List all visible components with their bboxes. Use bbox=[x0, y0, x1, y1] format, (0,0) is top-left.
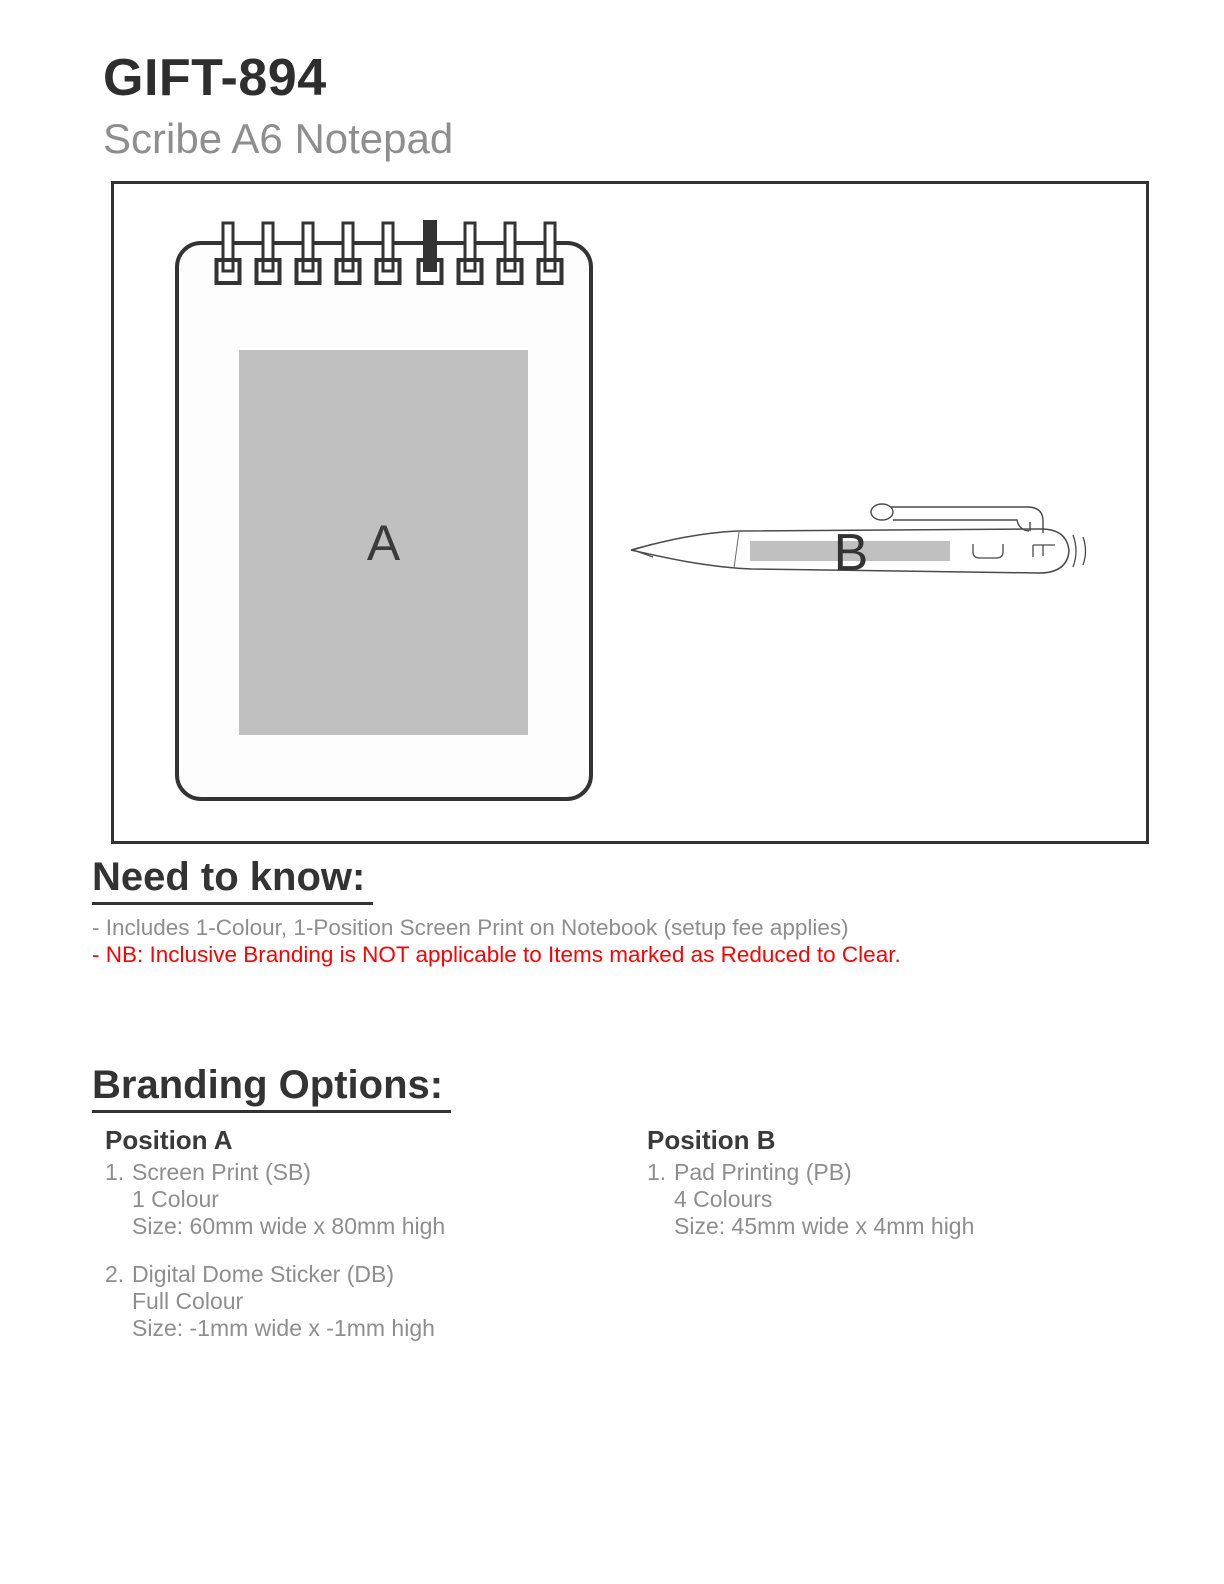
spiral-pin bbox=[257, 223, 280, 283]
method-name: Screen Print (SB) bbox=[132, 1159, 311, 1185]
need-to-know-section bbox=[92, 856, 901, 968]
spiral-pin bbox=[217, 223, 240, 283]
branding-columns bbox=[92, 1125, 1172, 1365]
spiral-pin bbox=[377, 223, 400, 283]
spiral-pin bbox=[297, 223, 320, 283]
method-body bbox=[132, 1159, 445, 1240]
need-to-know-notes bbox=[92, 914, 901, 968]
position-b-label: B bbox=[833, 524, 869, 582]
spiral-pin bbox=[459, 223, 482, 283]
pen-endcap-outer bbox=[1083, 537, 1086, 565]
need-to-know-heading: Need to know: bbox=[92, 856, 373, 905]
method-colour: Full Colour bbox=[132, 1288, 244, 1314]
method-colour: 4 Colours bbox=[674, 1186, 773, 1212]
product-image-panel bbox=[111, 181, 1149, 844]
method-size: Size: -1mm wide x -1mm high bbox=[132, 1315, 435, 1341]
branding-method bbox=[647, 1159, 1147, 1240]
spiral-pin bbox=[499, 223, 522, 283]
spiral-pin bbox=[539, 223, 562, 283]
method-name: Pad Printing (PB) bbox=[674, 1159, 852, 1185]
spiral-pin bbox=[337, 223, 360, 283]
position-a-title: Position A bbox=[105, 1125, 233, 1155]
position-a-label: A bbox=[366, 514, 401, 571]
pen-endcap-detail bbox=[1073, 535, 1076, 567]
branding-options-section bbox=[92, 1064, 1172, 1365]
method-body bbox=[132, 1261, 435, 1342]
method-colour: 1 Colour bbox=[132, 1186, 219, 1212]
position-a-column bbox=[105, 1125, 605, 1363]
branding-options-heading: Branding Options: bbox=[92, 1064, 451, 1113]
product-name: Scribe A6 Notepad bbox=[103, 115, 454, 162]
position-b-title: Position B bbox=[647, 1125, 776, 1155]
position-b-column bbox=[647, 1125, 1147, 1261]
method-number: 1. bbox=[105, 1159, 125, 1185]
note-screen-print: - Includes 1-Colour, 1-Position Screen Print on Notebook (setup fee applies) bbox=[92, 915, 849, 940]
spiral-pin-filled bbox=[419, 221, 442, 283]
product-code: GIFT-894 bbox=[103, 49, 327, 107]
spiral-binding-illustration bbox=[203, 219, 565, 287]
branding-method bbox=[105, 1159, 605, 1240]
method-number: 2. bbox=[105, 1261, 125, 1287]
header bbox=[103, 49, 454, 162]
method-body bbox=[674, 1159, 974, 1240]
branding-area-a bbox=[239, 350, 528, 735]
method-name: Digital Dome Sticker (DB) bbox=[132, 1261, 394, 1287]
branding-method bbox=[105, 1261, 605, 1342]
method-number: 1. bbox=[647, 1159, 667, 1185]
method-size: Size: 45mm wide x 4mm high bbox=[674, 1213, 975, 1239]
note-inclusive-branding: - NB: Inclusive Branding is NOT applicable to Items marked as Reduced to Clear. bbox=[92, 942, 901, 967]
pen-illustration bbox=[621, 495, 1096, 590]
method-size: Size: 60mm wide x 80mm high bbox=[132, 1213, 446, 1239]
